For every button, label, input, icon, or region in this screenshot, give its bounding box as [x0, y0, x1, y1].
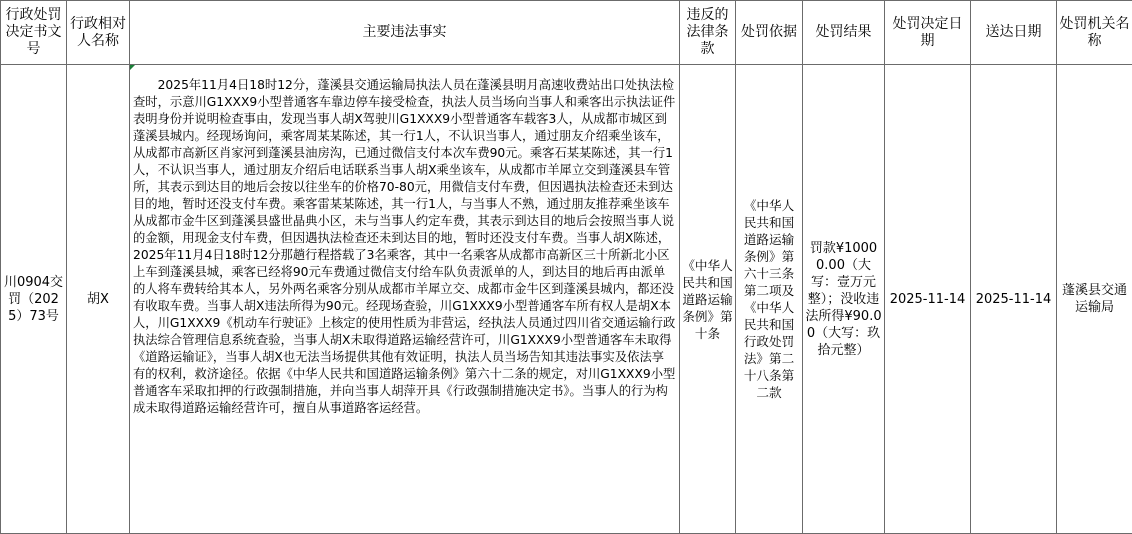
header-delivery-date[interactable]: 送达日期: [971, 1, 1057, 65]
header-law[interactable]: 违反的法律条款: [680, 1, 736, 65]
header-facts[interactable]: 主要违法事实: [130, 1, 680, 65]
cell-delivery-date[interactable]: 2025-11-14: [971, 65, 1057, 534]
facts-text: 2025年11月4日18时12分，蓬溪县交通运输局执法人员在蓬溪县明月高速收费站出口处执法检查时，示意川G1XXX9小型普通客车靠边停车接受检查，执法人员当场向当事人和乘客出示执法证件表明身份并说明检查事由，发现当事人胡X驾驶川G1XXX9小型普通客车载客3人，从成都市城区到蓬溪县城内。经现场询问，乘客周某某陈述，其一行1人，不认识当事人，通过朋友介绍乘坐该车，从成都市高新区肖家河到蓬溪县油房沟，已通过微信支付本次车费90元。乘客石某某陈述，其一行1人，不认识当事人，通过朋友介绍后电话联系当事人胡X乘坐该车，从成都市羊犀立交到蓬溪县车管所，其表示到达目的地后会按以往坐车的价格70-80元，用微信支付车费，但因遇执法检查还未到达目的地，暂时还没支付车费。乘客雷某某陈述，其一行1人，与当事人不熟，通过朋友推荐乘坐该车从成都市金牛区到蓬溪县盛世晶典小区，未与当事人约定车费，其表示到达目的地后会按照当事人说的金额，用现金支付车费，但因遇执法检查还未到达目的地，暂时还没支付车费。当事人胡X陈述，2025年11月4日18时12分那趟行程搭载了3名乘客，其中一名乘客从成都市高新区三十所新北小区上车到蓬溪县城，乘客已经将90元车费通过微信支付给车队负责派单的人，到达目的地后再由派单的人将车费转给其本人，另外两名乘客分别从成都市羊犀立交、成都市金牛区到蓬溪县城内，都还没有收取车费。当事人胡X违法所得为90元。经现场查验，川G1XXX9小型普通客车所有权人是胡X本人，川G1XXX9《机动车行驶证》上核定的使用性质为非营运，经执法人员通过四川省交通运输行政执法综合管理信息系统查验，当事人胡X未取得道路运输经营许可，川G1XXX9小型普通客车未取得《道路运输证》，当事人胡X也无法当场提供其他有效证明，执法人员当场告知其违法事实及依法享有的权利，救济途径。依据《中华人民共和国道路运输条例》第六十二条的规定，对川G1XXX9小型普通客车采取扣押的行政强制措施，并向当事人胡萍开具《行政强制措施决定书》。当事人的行为构成未取得道路运输经营许可，擅自从事道路客运经营。: [133, 78, 676, 415]
header-party[interactable]: 行政相对人名称: [67, 1, 130, 65]
cell-decision-date[interactable]: 2025-11-14: [885, 65, 971, 534]
header-row: [1, 1, 1132, 65]
cell-basis[interactable]: 《中华人民共和国道路运输条例》第六十三条第二项及《中华人民共和国行政处罚法》第二十八条第二款: [736, 65, 803, 534]
header-doc-no[interactable]: 行政处罚决定书文号: [1, 1, 67, 65]
cell-party[interactable]: 胡X: [67, 65, 130, 534]
cell-result[interactable]: 罚款¥10000.00（大写：壹万元整）；没收违法所得¥90.00（大写：玖拾元整）: [803, 65, 885, 534]
cell-doc-no[interactable]: 川0904交罚（2025）73号: [1, 65, 67, 534]
cell-law[interactable]: 《中华人民共和国道路运输条例》第十条: [680, 65, 736, 534]
header-basis[interactable]: 处罚依据: [736, 1, 803, 65]
header-authority[interactable]: 处罚机关名称: [1057, 1, 1132, 65]
header-result[interactable]: 处罚结果: [803, 1, 885, 65]
header-decision-date[interactable]: 处罚决定日期: [885, 1, 971, 65]
cell-facts[interactable]: [130, 65, 680, 534]
cell-authority[interactable]: 蓬溪县交通运输局: [1057, 65, 1132, 534]
table-row: [1, 65, 1132, 534]
